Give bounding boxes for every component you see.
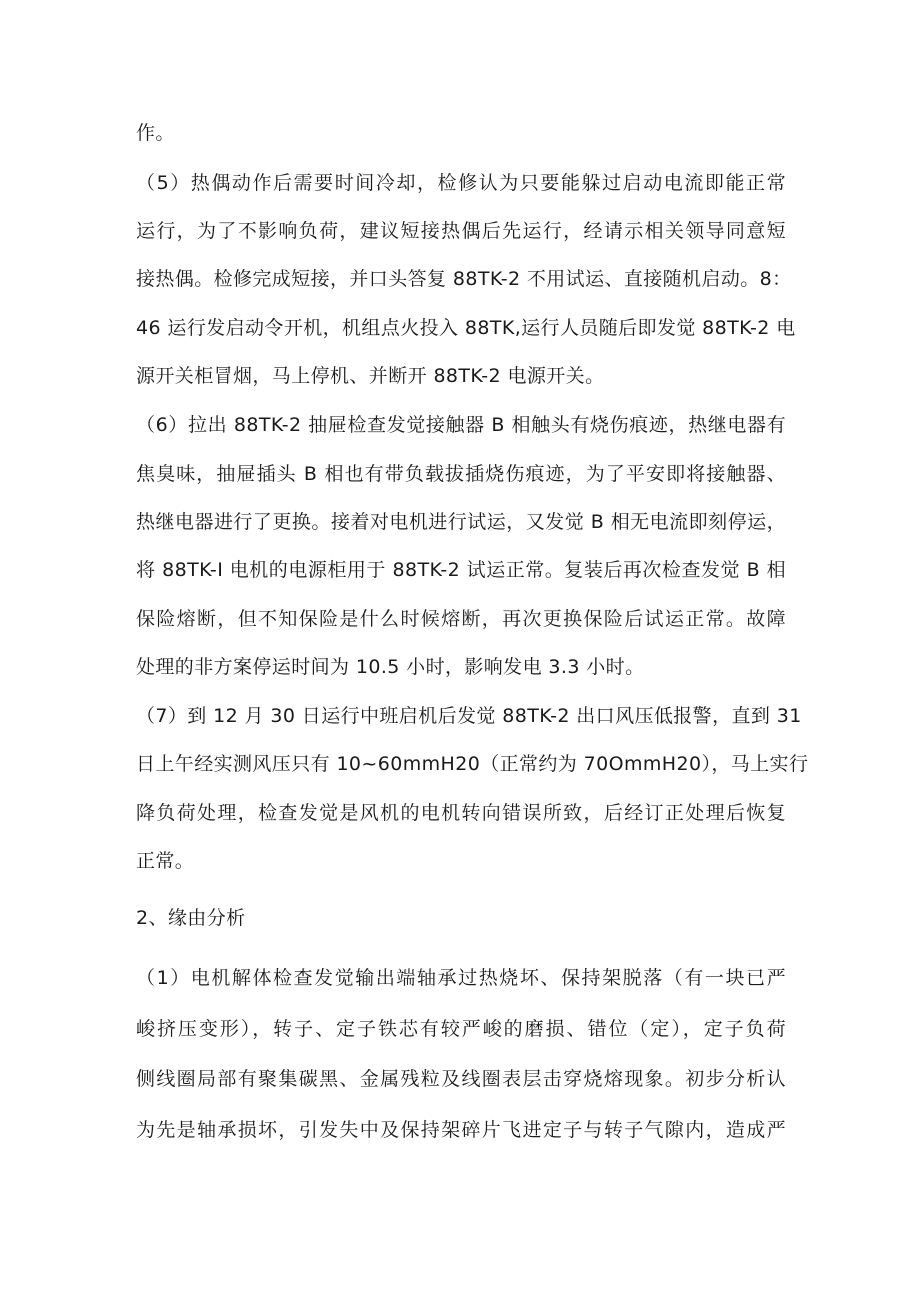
paragraph-6-line-1: （6）拉出 88TK-2 抽屉检查发觉接触器 B 相触头有烧伤痕迹，热继电器有: [136, 414, 786, 436]
text-line: 峻挤压变形），转子、定子铁芯有较严峻的磨损、错位（定），定子负荷: [136, 1018, 786, 1040]
text-line: 46 运行发启动令开机，机组点火投入 88TK,运行人员随后即发觉 88TK-2 电: [136, 317, 796, 339]
paragraph-7-line-1: （7）到 12 月 30 日运行中班启机后发觉 88TK-2 出口风压低报警，直到 31: [136, 705, 802, 727]
text-line: 接热偶。检修完成短接，并口头答复 88TK-2 不用试运、直接随机启动。8：: [136, 268, 792, 290]
text-line: 日上午经实测风压只有 10~60mmH20（正常约为 70OmmH20），马上实行: [136, 753, 809, 775]
text-line: 运行，为了不影响负荷，建议短接热偶后先运行，经请示相关领导同意短: [136, 220, 786, 242]
text-line: 将 88TK-I 电机的电源柜用于 88TK-2 试运正常。复装后再次检查发觉 B 相: [136, 559, 786, 581]
text-line: 为先是轴承损坏，引发失中及保持架碎片飞进定子与转子气隙内，造成严: [136, 1119, 786, 1141]
text-line: 作。: [136, 122, 175, 144]
text-line: 正常。: [136, 850, 195, 872]
section-heading: 2、缘由分析: [136, 907, 246, 929]
paragraph-5-line-1: （5）热偶动作后需要时间冷却，检修认为只要能躲过启动电流即能正常: [136, 172, 786, 194]
text-line: 降负荷处理，检查发觉是风机的电机转向错误所致，后经订正处理后恢复: [136, 802, 786, 824]
text-line: 焦臭味，抽屉插头 B 相也有带负载拔插烧伤痕迹，为了平安即将接触器、: [136, 463, 786, 485]
text-line: 侧线圈局部有聚集碳黑、金属残粒及线圈表层击穿烧熔现象。初步分析认: [136, 1068, 786, 1090]
paragraph-analysis-line-1: （1）电机解体检查发觉输出端轴承过热烧坏、保持架脱落（有一块已严: [136, 967, 786, 989]
text-line: 热继电器进行了更换。接着对电机进行试运，又发觉 B 相无电流即刻停运，: [136, 511, 786, 533]
text-line: 保险熔断，但不知保险是什么时候熔断，再次更换保险后试运正常。故障: [136, 608, 786, 630]
text-line: 源开关柜冒烟，马上停机、并断开 88TK-2 电源开关。: [136, 365, 605, 387]
text-line: 处理的非方案停运时间为 10.5 小时，影响发电 3.3 小时。: [136, 656, 645, 678]
